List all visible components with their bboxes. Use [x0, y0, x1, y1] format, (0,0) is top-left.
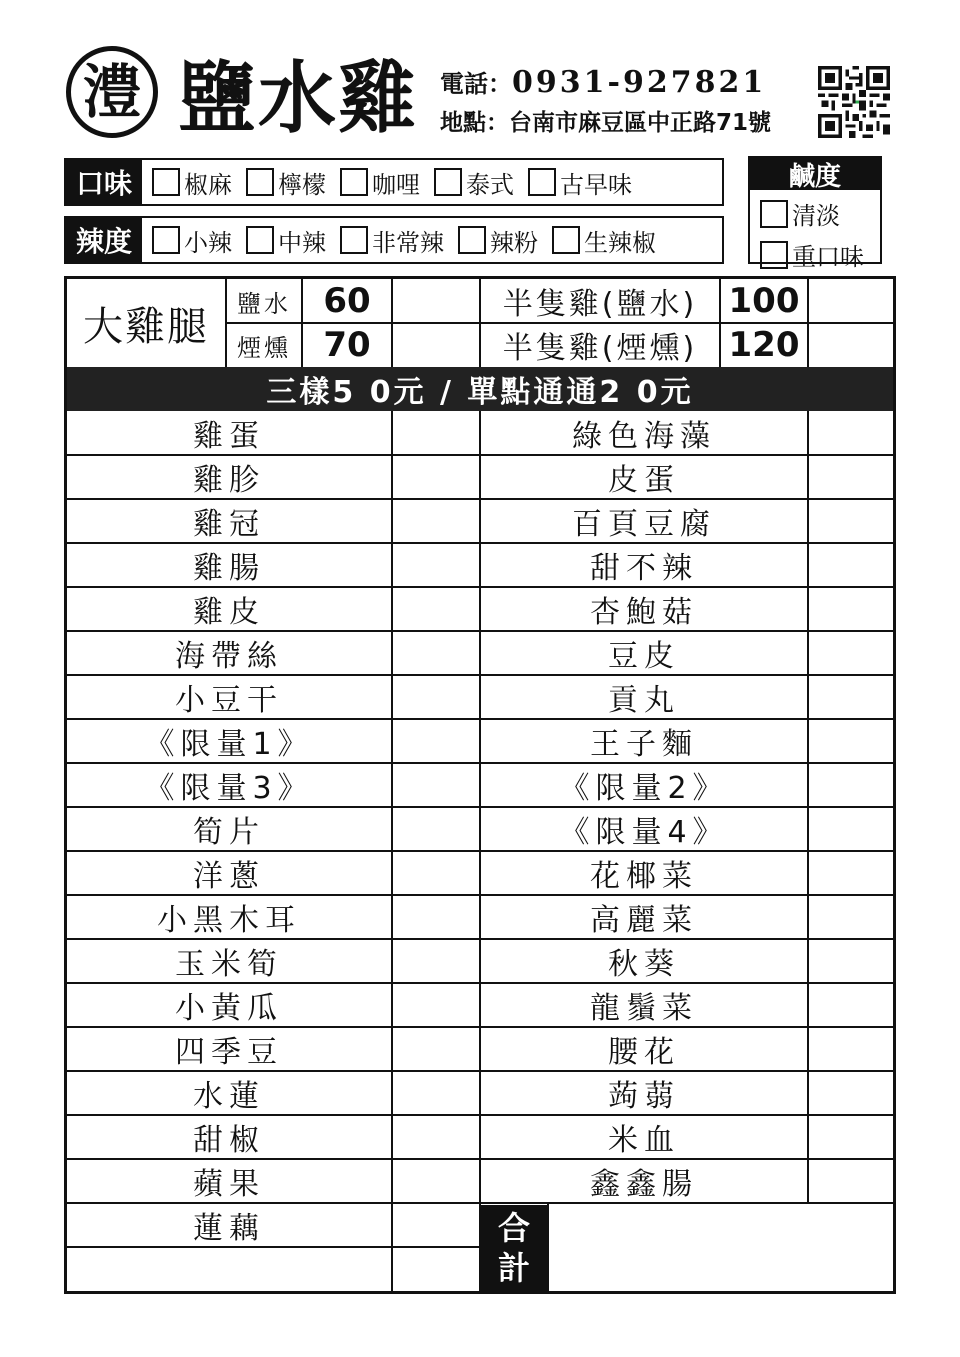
- left-item-qty[interactable]: [393, 543, 479, 587]
- leg-smoke-label: 煙燻: [237, 333, 291, 362]
- right-item-qty[interactable]: [809, 719, 893, 763]
- checkbox[interactable]: [552, 226, 580, 254]
- left-item-name: 蘋果: [193, 1167, 265, 1202]
- spice-option[interactable]: 小辣: [152, 223, 232, 258]
- order-table: [64, 276, 896, 1294]
- right-item-qty[interactable]: [809, 1027, 893, 1071]
- right-item-qty[interactable]: [809, 411, 893, 455]
- left-item-qty[interactable]: [393, 411, 479, 455]
- left-item-qty[interactable]: [393, 499, 479, 543]
- left-item-qty[interactable]: [393, 807, 479, 851]
- left-item-name: 雞皮: [193, 595, 265, 630]
- checkbox[interactable]: [246, 226, 274, 254]
- half-chicken-salt-qty[interactable]: [809, 279, 893, 323]
- divider: [479, 279, 481, 367]
- left-item-name: 海帶絲: [175, 639, 283, 674]
- right-item-name: 龍鬚菜: [590, 991, 698, 1026]
- spice-label: 辣度: [66, 218, 142, 262]
- left-item-qty[interactable]: [393, 1071, 479, 1115]
- right-item-name: 甜不辣: [590, 551, 698, 586]
- right-item-qty[interactable]: [809, 499, 893, 543]
- left-item-name: 四季豆: [175, 1035, 283, 1070]
- left-item-name: 筍片: [193, 815, 265, 850]
- left-item-name: 雞腸: [193, 551, 265, 586]
- spice-option[interactable]: 辣粉: [458, 223, 538, 258]
- flavor-option[interactable]: 泰式: [434, 165, 514, 200]
- right-item-name: 百頁豆腐: [572, 507, 716, 542]
- checkbox[interactable]: [152, 226, 180, 254]
- address-label: 地點：: [440, 110, 509, 136]
- address-text: 台南市麻豆區中正路71號: [509, 110, 772, 136]
- right-item-name: 花椰菜: [590, 859, 698, 894]
- checkbox[interactable]: [152, 168, 180, 196]
- right-item-qty[interactable]: [809, 543, 893, 587]
- right-item-qty[interactable]: [809, 1159, 893, 1203]
- spice-row: [64, 216, 724, 264]
- right-item-qty[interactable]: [809, 851, 893, 895]
- right-item-name: 杏鮑菇: [590, 595, 698, 630]
- left-item-name: 小黑木耳: [157, 903, 301, 938]
- right-item-qty[interactable]: [809, 895, 893, 939]
- left-item-qty[interactable]: [393, 1203, 479, 1247]
- logo: [66, 46, 158, 138]
- right-item-name: 綠色海藻: [572, 419, 716, 454]
- phone-line: [440, 64, 766, 100]
- total-label: 合 計: [481, 1205, 547, 1291]
- right-item-name: 高麗菜: [590, 903, 698, 938]
- left-item-name: 洋蔥: [193, 859, 265, 894]
- left-item-name: 甜椒: [193, 1123, 265, 1158]
- logo-char: 澧: [82, 58, 141, 126]
- checkbox[interactable]: [528, 168, 556, 196]
- left-item-qty[interactable]: [393, 851, 479, 895]
- saltiness-option[interactable]: 重口味: [760, 237, 880, 272]
- right-item-qty[interactable]: [809, 1071, 893, 1115]
- brand-name: 鹽水雞: [178, 54, 419, 144]
- checkbox[interactable]: [340, 226, 368, 254]
- left-item-qty[interactable]: [393, 939, 479, 983]
- spice-option[interactable]: 中辣: [246, 223, 326, 258]
- col-divider: [479, 411, 481, 1291]
- right-item-qty[interactable]: [809, 983, 893, 1027]
- divider: [225, 279, 227, 367]
- col-divider: [391, 411, 393, 1291]
- checkbox[interactable]: [434, 168, 462, 196]
- left-item-name: 《限量3》: [144, 771, 314, 806]
- left-item-name: [67, 1247, 391, 1291]
- left-item-qty[interactable]: [393, 1159, 479, 1203]
- divider: [391, 279, 393, 367]
- row-divider: [481, 1202, 893, 1204]
- left-item-name: 《限量1》: [144, 727, 314, 762]
- left-item-qty[interactable]: [393, 719, 479, 763]
- right-item-qty[interactable]: [809, 1115, 893, 1159]
- leg-salt-qty[interactable]: [393, 279, 479, 323]
- left-item-qty[interactable]: [393, 631, 479, 675]
- half-chicken-salt-price: 100: [728, 281, 800, 321]
- right-item-name: 《限量2》: [559, 771, 729, 806]
- saltiness-label: 鹹度: [750, 158, 880, 190]
- col-divider: [547, 1203, 549, 1291]
- left-item-qty[interactable]: [393, 763, 479, 807]
- right-item-name: 貢丸: [608, 683, 680, 718]
- checkbox[interactable]: [458, 226, 486, 254]
- right-item-name: 腰花: [608, 1035, 680, 1070]
- leg-smoke-price: 70: [323, 325, 371, 365]
- left-item-name: 水蓮: [193, 1079, 265, 1114]
- checkbox[interactable]: [340, 168, 368, 196]
- left-item-name: 雞蛋: [193, 419, 265, 454]
- right-item-name: 蒟蒻: [608, 1079, 680, 1114]
- left-item-qty[interactable]: [393, 1115, 479, 1159]
- right-item-qty[interactable]: [809, 807, 893, 851]
- divider: [807, 279, 809, 367]
- spice-option[interactable]: 生辣椒: [552, 223, 656, 258]
- col-divider: [807, 411, 809, 1203]
- right-item-name: 皮蛋: [608, 463, 680, 498]
- right-item-name: 王子麵: [590, 727, 698, 762]
- left-item-qty[interactable]: [393, 455, 479, 499]
- divider: [225, 322, 893, 324]
- flavor-option[interactable]: 咖哩: [340, 165, 420, 200]
- flavor-option[interactable]: 椒麻: [152, 165, 232, 200]
- left-item-qty[interactable]: [393, 983, 479, 1027]
- address-line: [440, 104, 771, 137]
- phone-label: 電話：: [440, 70, 512, 98]
- half-chicken-smoke-price: 120: [728, 325, 800, 365]
- divider: [301, 279, 303, 367]
- flavor-option[interactable]: 古早味: [528, 165, 632, 200]
- right-item-name: 米血: [608, 1123, 680, 1158]
- saltiness-box: [748, 156, 882, 271]
- half-chicken-smoke-qty[interactable]: [809, 323, 893, 367]
- right-item-name: 豆皮: [608, 639, 680, 674]
- leg-smoke-qty[interactable]: [393, 323, 479, 367]
- phone-number: 0931-927821: [512, 65, 767, 100]
- right-item-name: 《限量4》: [559, 815, 729, 850]
- qr-code-icon: [818, 66, 890, 138]
- right-item-qty[interactable]: [809, 675, 893, 719]
- left-item-qty[interactable]: [393, 895, 479, 939]
- left-item-name: 蓮藕: [193, 1211, 265, 1246]
- leg-salt-price: 60: [323, 281, 371, 321]
- right-item-qty[interactable]: [809, 587, 893, 631]
- half-chicken-smoke-label: 半隻雞(煙燻): [502, 331, 698, 366]
- left-item-qty[interactable]: [393, 675, 479, 719]
- half-chicken-salt-label: 半隻雞(鹽水): [502, 287, 698, 322]
- right-item-qty[interactable]: [809, 939, 893, 983]
- right-item-qty[interactable]: [809, 455, 893, 499]
- right-item-qty[interactable]: [809, 763, 893, 807]
- right-item-qty[interactable]: [809, 631, 893, 675]
- left-item-name: 雞冠: [193, 507, 265, 542]
- right-item-name: 鑫鑫腸: [590, 1167, 698, 1202]
- flavor-label: 口味: [66, 160, 142, 204]
- leg-salt-label: 鹽水: [237, 289, 291, 318]
- left-item-name: 玉米筍: [175, 947, 283, 982]
- left-item-name: 雞胗: [193, 463, 265, 498]
- checkbox[interactable]: [760, 200, 788, 228]
- checkbox[interactable]: [246, 168, 274, 196]
- big-leg-label: 大雞腿: [83, 303, 209, 350]
- spice-option[interactable]: 非常辣: [340, 223, 444, 258]
- divider: [719, 279, 721, 367]
- right-item-name: 秋葵: [608, 947, 680, 982]
- left-item-qty[interactable]: [393, 1247, 479, 1291]
- flavor-option[interactable]: 檸檬: [246, 165, 326, 200]
- left-item-name: 小豆干: [175, 683, 283, 718]
- checkbox[interactable]: [760, 241, 788, 269]
- saltiness-option[interactable]: 清淡: [760, 196, 880, 231]
- left-item-name: 小黃瓜: [175, 991, 283, 1026]
- left-item-qty[interactable]: [393, 1027, 479, 1071]
- total-field[interactable]: [549, 1205, 893, 1291]
- price-banner: 三樣5 0元 / 單點通通2 0元: [67, 367, 893, 411]
- left-item-qty[interactable]: [393, 587, 479, 631]
- flavor-row: [64, 158, 724, 206]
